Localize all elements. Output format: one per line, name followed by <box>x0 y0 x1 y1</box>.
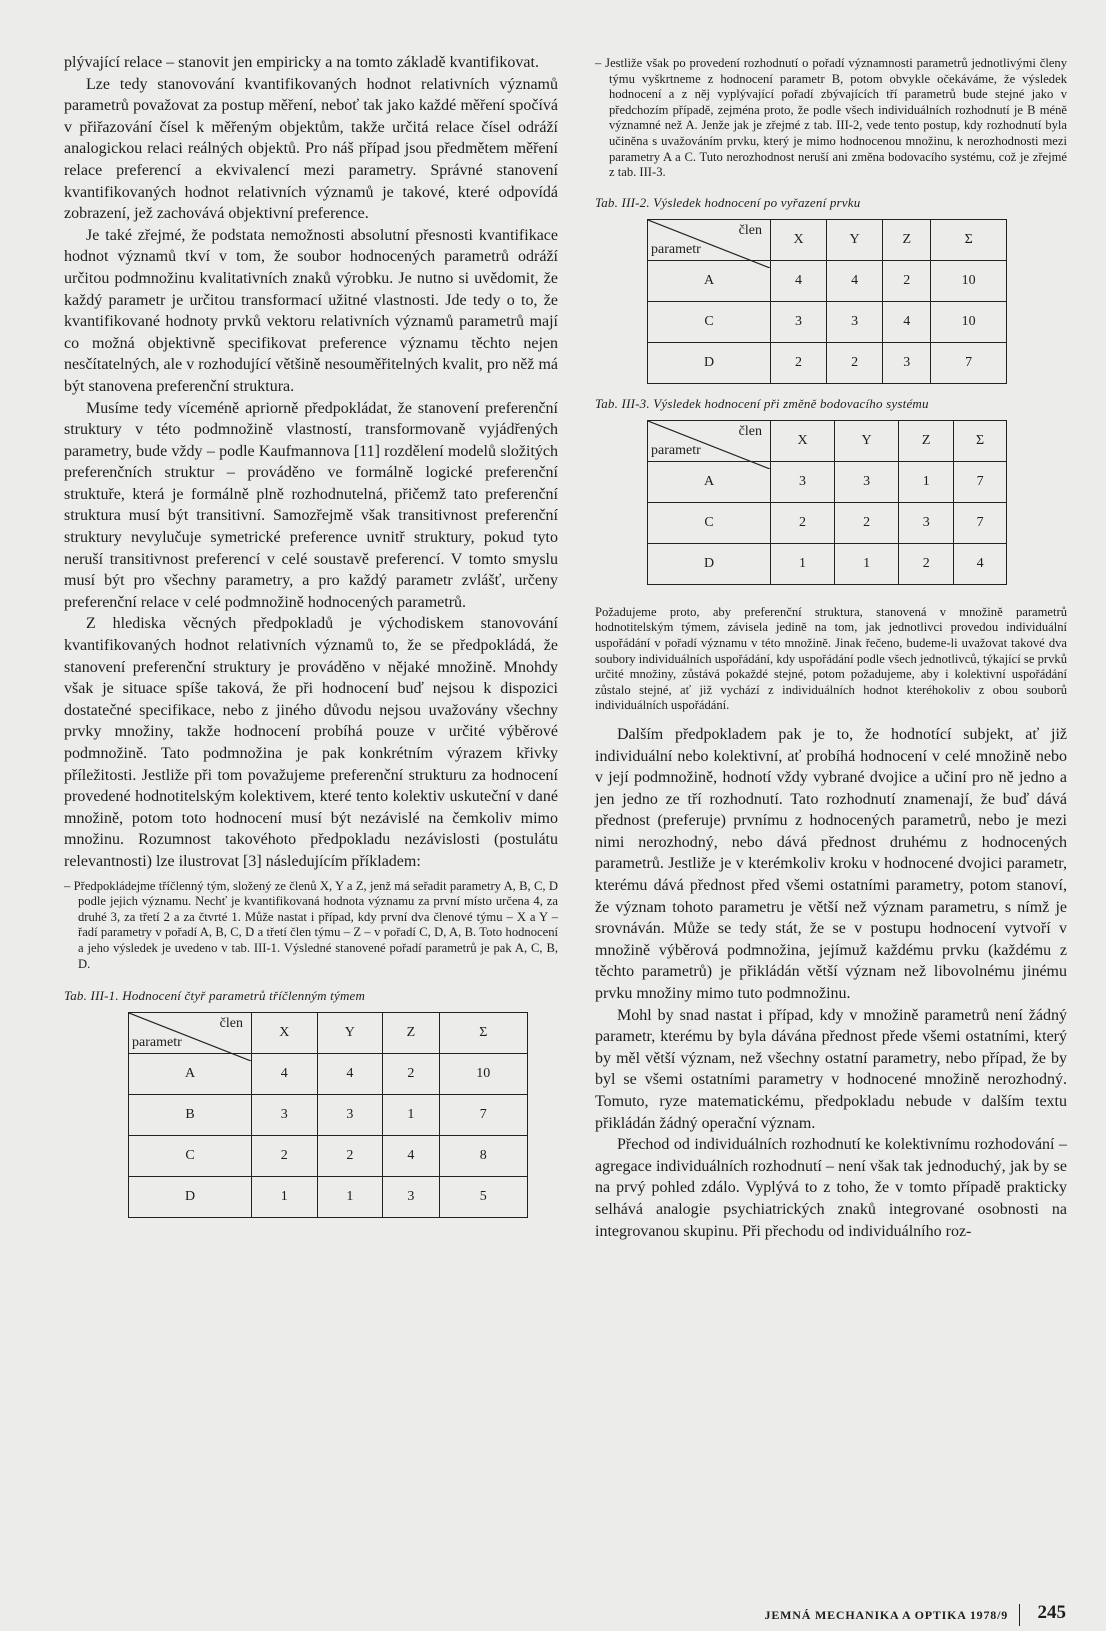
row-label: C <box>129 1136 252 1177</box>
table-row <box>129 1095 528 1136</box>
column-header: X <box>252 1013 318 1054</box>
paragraph: Dalším předpokladem pak je to, že hodnotící subjekt, ať již individuální nebo kolektivní, ať probíhá hodnocení v celé množině nebo v její podmnožině, hodnotí vždy vybrané dvojice a učiní pro ně jedno a jen jedno ze tří rozhodnutí. Tato rozhodnutí znamenají, že buď dává přednost (preferuje) prvnímu z hodnocených parametrů, nebo je mezi nimi nerozhodný, nebo dává přednost druhému z hodnocených parametrů. Jestliže je v kterémkoliv kroku v hodnocené dvojici parametr, kterému dává přednost před všemi ostatními parametry, potom stanoví, že význam tohoto parametru je větší než význam parametru, s nímž je srovnáván. Může se tedy stát, že se v postupu hodnocení vytvoří v množině výběrová podmnožina, jejímuž každému prvku (každému z těchto parametrů) je přikládán větší význam než libovolnému jinému prvku množiny mimo tuto podmnožinu. <box>595 725 1067 1003</box>
table-cell: 10 <box>439 1054 527 1095</box>
row-label: C <box>648 301 771 342</box>
column-header: Σ <box>439 1013 527 1054</box>
row-label: C <box>648 502 771 543</box>
table-cell: 3 <box>771 301 827 342</box>
table-cell: 3 <box>317 1095 383 1136</box>
row-label: D <box>129 1177 252 1218</box>
table-cell: 2 <box>771 502 835 543</box>
table-cell: 3 <box>771 461 835 502</box>
table-caption: Tab. III-2. Výsledek hodnocení po vyřazení prvku <box>595 194 861 210</box>
journal-title: JEMNÁ MECHANIKA A OPTIKA 1978/9 <box>764 1608 1008 1622</box>
table-cell: 4 <box>883 301 931 342</box>
footer-divider <box>1019 1604 1021 1626</box>
table-cell: 4 <box>954 543 1007 584</box>
table-row <box>129 1136 528 1177</box>
table-iii-3 <box>647 420 1007 585</box>
table-cell: 3 <box>899 502 954 543</box>
column-header: X <box>771 219 827 260</box>
table-cell: 4 <box>317 1054 383 1095</box>
column-header: X <box>771 420 835 461</box>
table-cell: 2 <box>883 260 931 301</box>
table-cell: 10 <box>931 301 1007 342</box>
table-cell: 4 <box>771 260 827 301</box>
table-cell: 1 <box>835 543 899 584</box>
column-header: Σ <box>931 219 1007 260</box>
table-row <box>129 1177 528 1218</box>
table-cell: 1 <box>252 1177 318 1218</box>
table-cell: 2 <box>827 342 883 383</box>
table-row <box>648 301 1007 342</box>
table-cell: 4 <box>252 1054 318 1095</box>
corner-label-member: člen <box>219 1016 243 1032</box>
page-number: 245 <box>1037 1602 1066 1623</box>
column-header: Y <box>827 219 883 260</box>
column-header: Σ <box>954 420 1007 461</box>
table-cell: 1 <box>317 1177 383 1218</box>
table-cell: 3 <box>883 342 931 383</box>
row-label: D <box>648 543 771 584</box>
table-cell: 3 <box>835 461 899 502</box>
table-cell: 4 <box>383 1136 439 1177</box>
table-corner-cell <box>129 1013 252 1054</box>
table-cell: 3 <box>252 1095 318 1136</box>
row-label: A <box>648 260 771 301</box>
table-cell: 2 <box>835 502 899 543</box>
table-cell: 3 <box>827 301 883 342</box>
table-cell: 7 <box>954 461 1007 502</box>
paragraph: Přechod od individuálních rozhodnutí ke kolektivnímu rozhodování – agregace individuálních rozhodnutí – není však tak jednoduchý, jak by se na prvý pohled zdálo. Vyplývá to z toho, že v tomto případě prakticky selhává analogie psychiatrických znaků integrované osobnosti na integrovanou skupinu. Při přechodu od individuálního roz- <box>595 1136 1067 1240</box>
corner-label-parameter: parametr <box>651 241 701 257</box>
table-cell: 5 <box>439 1177 527 1218</box>
table-cell: 2 <box>252 1136 318 1177</box>
corner-label-member: člen <box>738 222 762 238</box>
paragraph: Požadujeme proto, aby preferenční struktura, stanovená v množině parametrů hodnotitelským týmem, závisela jedině na tom, jak jednotlivci provedou individuální uspořádání v pořadí významu v této množině. Jinak řečeno, budeme-li uvažovat takové dva soubory individuálních uspořádání, kdy uspořádání podle všech jednotlivců, týkající se prvků určité množiny, zůstává pokaždé stejné, potom požadujeme, aby i kolektivní uspořádání zůstalo stejné, ať již vychází z individuálních hodnot kteréhokoliv z obou souborů individuálních uspořádání. <box>595 604 1067 713</box>
row-label: D <box>648 342 771 383</box>
table-row <box>648 502 1007 543</box>
paragraph: Lze tedy stanovování kvantifikovaných hodnot relativních významů parametrů považovat za postup měření, neboť tak jako každé měření spočívá v přiřazování čísel k měřeným objektům, takže určitá relace čísel odráží analogickou relaci reálných objektů. Pro náš případ jsou předmětem měření relace preferencí a ekvivalencí mezi parametry. Správné stanovení kvantifikovaných hodnot relativních významů je takové, které odpovídá zobrazení, jež zachovává objektivní preference. <box>64 75 558 223</box>
corner-label-member: člen <box>738 423 762 439</box>
column-header: Z <box>899 420 954 461</box>
column-header: Y <box>317 1013 383 1054</box>
example-paragraph: – Předpokládejme tříčlenný tým, složený ze členů X, Y a Z, jenž má seřadit parametry A, B, C, D podle jejich významu. Nechť je kvantifikovaná hodnota významu za první místo určena 4, za druhé 3, za třetí 2 a za čtvrté 1. Může nastat i případ, kdy první dva členové týmu – X a Y – řadí parametry v pořadí A, B, C, D a třetí člen týmu – Z – v pořadí C, D, A, B. Toto hodnocení a jeho výsledek je uvedeno v tab. III-1. Výsledné stanovené pořadí parametrů je pak A, C, B, D. <box>64 878 558 971</box>
example-continuation: – Jestliže však po provedení rozhodnutí o pořadí významnosti parametrů jednotlivými členy týmu vyškrtneme z hodnocení parametr B, potom obvykle očekáváme, že výsledek hodnocení a z něj vyplývající pořadí zbývajících tří parametrů bude stejné jako v předchozím případě, zejména proto, že podle všech individuálních rozhodnutí je B méně významné než A. Jenže jak je zřejmé z tab. III-2, vede tento postup, kdy rozhodnutí byla učiněna s uvažováním prvku, který je mimo hodnocenou množinu, k nerozhodnosti mezi parametry A a C. Tuto nerozhodnost neruší ani změna bodovacího systému, což je zřejmé z tab. III-3. <box>595 56 1067 180</box>
table-cell: 2 <box>771 342 827 383</box>
row-label: B <box>129 1095 252 1136</box>
table-caption: Tab. III-3. Výsledek hodnocení při změně bodovacího systému <box>595 395 929 411</box>
paragraph: Z hlediska věcných předpokladů je východiskem stanovování kvantifikovaných hodnot relativních významů to, že se předpokládá, že stanovení preferenční struktury je prováděno v nějaké množině. Mnohdy však je situace spíše taková, že při hodnocení buď nejsou k dispozici dostatečné specifikace, nebo z jiného důvodu nejsou uvažovány všechny prvky množiny, takže hodnocení probíhá pouze v určité výběrové podmnožině. Tato podmnožina je pak konkrétním výrazem křivky příležitosti. Jestliže při tom považujeme preferenční strukturu za hodnocení provedené hodnotitelským kolektivem, které tento kolektiv uskuteční v dané množině, potom toto hodnocení musí být nezávislé na čemkoliv mimo množinu. Rozumnost takovéhoto předpokladu nezávislosti (postulátu relevantnosti) lze ilustrovat [3] následujícím příkladem: <box>64 615 558 870</box>
paragraph: Je také zřejmé, že podstata nemožnosti absolutní přesnosti kvantifikace hodnot významů tkví v tom, že soubor hodnocených parametrů odráží určitou podmnožinu kvalitativních znaků výrobku. Je nutno si uvědomit, že každý parametr je určitou transformací užitné vlastnosti. Jde tedy o to, že kvantifikované hodnoty prvků vektoru relativních významů parametrů mají co možná objektivně specifikovat preference významu těchto nejen nesčítatelných, ale v rozhodující většině nesouměřitelných kvalit, pro něž má být stanovena preferenční struktura. <box>64 226 558 395</box>
table-row <box>648 543 1007 584</box>
table-cell: 2 <box>317 1136 383 1177</box>
table-cell: 10 <box>931 260 1007 301</box>
right-column <box>595 56 1067 1242</box>
page-footer <box>748 1604 1068 1626</box>
table-caption: Tab. III-1. Hodnocení čtyř parametrů tříčlenným týmem <box>64 988 366 1004</box>
table-cell: 1 <box>383 1095 439 1136</box>
corner-label-parameter: parametr <box>132 1035 182 1051</box>
corner-label-parameter: parametr <box>651 442 701 458</box>
table-cell: 4 <box>827 260 883 301</box>
table-corner-cell <box>648 219 771 260</box>
table-cell: 1 <box>771 543 835 584</box>
paragraph: Musíme tedy víceméně apriorně předpokládat, že stanovení preferenční struktury v této podmnožině vlastností, transformovaně vyjádřených parametry, bude vždy – podle Kaufmannova [11] rozdělení modelů složitých preferenčních struktur – prováděno ve formálně logické preferenční struktuře, která je formálně plně rozhodnutelná, přičemž tato preferenční struktura musí být transitivní. Samozřejmě však transitivnost preferenční struktury nevylučuje symetrické preference uvnitř struktury, pokud tyto neruší transitivnost preferencí v celé soustavě preferencí. V tomto smyslu musí být pro všechny parametry, a pro každý parametr zvlášť, určeny preferenční relace v celé podmnožině hodnocených parametrů. <box>64 399 558 611</box>
table-row <box>648 342 1007 383</box>
table-cell: 7 <box>954 502 1007 543</box>
row-label: A <box>129 1054 252 1095</box>
column-header: Z <box>383 1013 439 1054</box>
table-cell: 2 <box>899 543 954 584</box>
column-header: Z <box>883 219 931 260</box>
table-cell: 3 <box>383 1177 439 1218</box>
paragraph: Mohl by snad nastat i případ, kdy v množině parametrů není žádný parametr, kterému by byla dávána přednost přede všemi ostatními, který by měl větší význam, než všechny ostatní parametry, nebo případ, že by byl se všemi ostatními parametry v hodnocené množině nerozhodný. Tomuto, ryze matematickému, předpokladu nebude v dalším textu přikládán žádný operační význam. <box>595 1006 1067 1132</box>
paragraph: plývající relace – stanovit jen empiricky a na tomto základě kvantifikovat. <box>64 54 539 71</box>
table-cell: 8 <box>439 1136 527 1177</box>
table-cell: 7 <box>439 1095 527 1136</box>
column-header: Y <box>835 420 899 461</box>
left-column <box>64 52 558 1218</box>
table-iii-1 <box>128 1012 528 1218</box>
table-cell: 2 <box>383 1054 439 1095</box>
table-cell: 1 <box>899 461 954 502</box>
table-iii-2 <box>647 219 1007 384</box>
row-label: A <box>648 461 771 502</box>
table-cell: 7 <box>931 342 1007 383</box>
table-corner-cell <box>648 420 771 461</box>
